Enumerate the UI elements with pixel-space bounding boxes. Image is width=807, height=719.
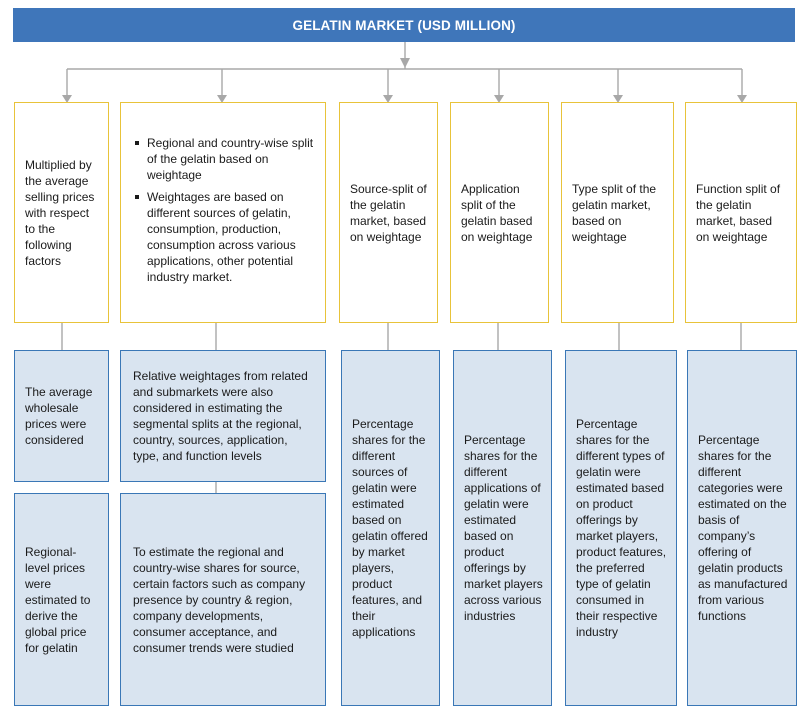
type-shares-box bbox=[565, 350, 677, 706]
application-split-text: Application split of the gelatin based on weightage bbox=[461, 181, 533, 244]
source-shares-text: Percentage shares for the different sources of gelatin were estimated based on gelatin offered by market players, product features, and their applications bbox=[352, 417, 428, 639]
relative-weightages-box bbox=[120, 350, 326, 482]
function-split-text: Function split of the gelatin market, based on weightage bbox=[696, 181, 781, 244]
wholesale-text: The average wholesale prices were considered bbox=[25, 385, 93, 447]
regional-prices-text: Regional-level prices were estimated to derive the global price for gelatin bbox=[25, 544, 91, 655]
factors-text: Multiplied by the average selling prices with respect to the following factors bbox=[25, 157, 95, 268]
source-split-box bbox=[339, 102, 438, 323]
type-shares-text: Percentage shares for the different types of gelatin were estimated based on product offerings by market players, product features, the preferred type of gelatin consumed in their respective industry bbox=[576, 417, 667, 639]
application-shares-text: Percentage shares for the different applications of gelatin were estimated based on product offerings by market players across various industries bbox=[464, 433, 543, 623]
source-split-text: Source-split of the gelatin market, based on weightage bbox=[350, 181, 427, 244]
regional-split-bullet: Regional and country-wise split of the gelatin based on weightage bbox=[147, 135, 314, 182]
diagram-title-text: GELATIN MARKET (USD MILLION) bbox=[292, 17, 516, 33]
wholesale-box bbox=[14, 350, 109, 482]
function-shares-box bbox=[687, 350, 797, 706]
type-split-text: Type split of the gelatin market, based on weightage bbox=[572, 181, 657, 244]
type-split-box bbox=[561, 102, 674, 323]
function-shares-text: Percentage shares for the different categories were estimated on the basis of company’s offering of gelatin products as manufactured from various functions bbox=[698, 433, 788, 623]
relative-weightages-text: Relative weightages from related and submarkets were also considered in estimating the segmental splits at the regional, country, sources, application, type, and function levels bbox=[133, 369, 308, 463]
application-split-box bbox=[450, 102, 549, 323]
regional-split-list bbox=[133, 135, 315, 291]
factors-box bbox=[14, 102, 109, 323]
regional-shares-text: To estimate the regional and country-wise shares for source, certain factors such as company presence by country & region, company developments, consumer acceptance, and consumer trends were studied bbox=[133, 544, 306, 655]
function-split-box bbox=[685, 102, 797, 323]
weightage-bullet: Weightages are based on different sources of gelatin, consumption, production, consumption across various applications, other potential industry market. bbox=[147, 189, 315, 285]
source-shares-box bbox=[341, 350, 440, 706]
regional-shares-box bbox=[120, 493, 326, 706]
regional-prices-box bbox=[14, 493, 109, 706]
application-shares-box bbox=[453, 350, 552, 706]
regional-split-box bbox=[120, 102, 326, 323]
